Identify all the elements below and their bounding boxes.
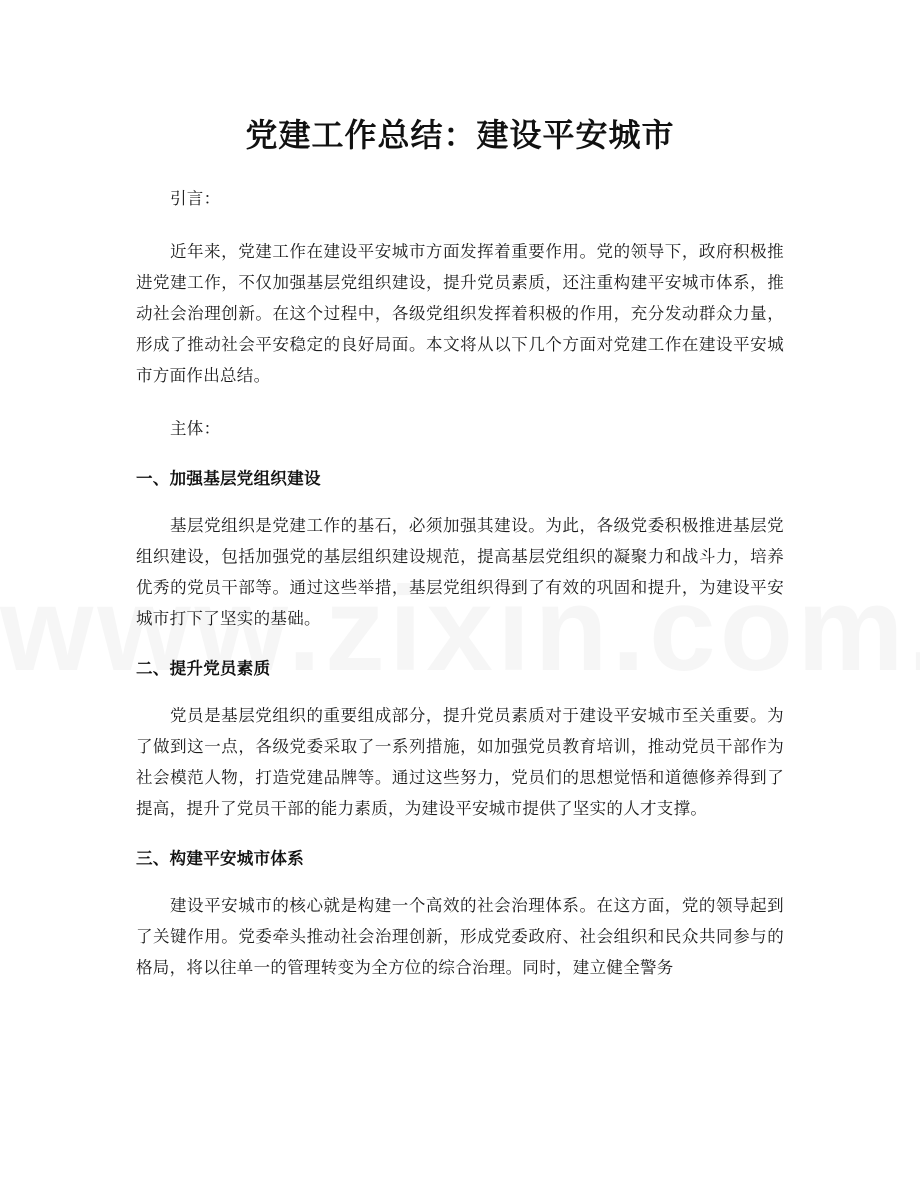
main-label: 主体： [170, 419, 221, 438]
section-heading-3: 三、构建平安城市体系 [136, 849, 304, 868]
document-title: 党建工作总结：建设平安城市 [245, 116, 675, 154]
intro-paragraph: 近年来，党建工作在建设平安城市方面发挥着重要作用。党的领导下，政府积极推进党建工作，不仅加强基层党组织建设，提升党员素质，还注重构建平安城市体系，推动社会治理创新。在这个过程中，各级党组织发挥着积极的作用，充分发动群众力量，形成了推动社会平安稳定的良好局面。本文将从以下几个方面对党建工作在建设平安城市方面作出总结。 [136, 242, 784, 385]
section-heading-2: 二、提升党员素质 [136, 659, 271, 678]
section-paragraph-3: 建设平安城市的核心就是构建一个高效的社会治理体系。在这方面，党的领导起到了关键作用。党委牵头推动社会治理创新，形成党委政府、社会组织和民众共同参与的格局，将以往单一的管理转变为全方位的综合治理。同时，建立健全警务 [136, 896, 784, 977]
section-paragraph-2: 党员是基层党组织的重要组成部分，提升党员素质对于建设平安城市至关重要。为了做到这一点，各级党委采取了一系列措施，如加强党员教育培训，推动党员干部作为社会模范人物，打造党建品牌等。通过这些努力，党员们的思想觉悟和道德修养得到了提高，提升了党员干部的能力素质，为建设平安城市提供了坚实的人才支撑。 [136, 706, 784, 818]
intro-label: 引言： [170, 189, 221, 208]
section-heading-1: 一、加强基层党组织建设 [136, 469, 321, 488]
document-body [136, 183, 784, 1005]
section-paragraph-1: 基层党组织是党建工作的基石，必须加强其建设。为此，各级党委积极推进基层党组织建设，包括加强党的基层组织建设规范，提高基层党组织的凝聚力和战斗力，培养优秀的党员干部等。通过这些举措，基层党组织得到了有效的巩固和提升，为建设平安城市打下了坚实的基础。 [136, 516, 784, 628]
